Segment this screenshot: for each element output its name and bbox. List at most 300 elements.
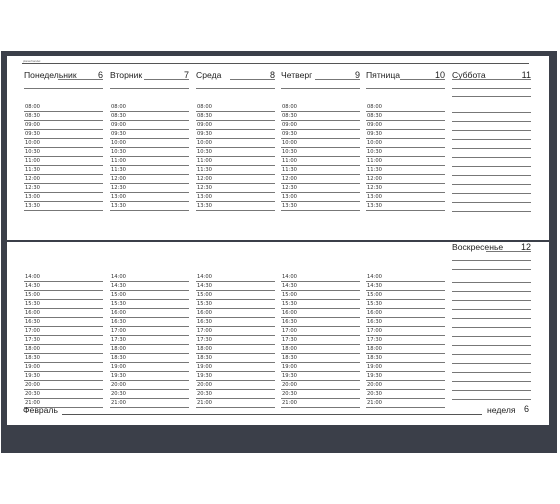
time-label: 20:00 bbox=[25, 382, 40, 388]
time-label: 09:00 bbox=[25, 122, 40, 128]
time-slot[interactable] bbox=[366, 372, 445, 381]
time-slot[interactable] bbox=[366, 193, 445, 202]
time-slot[interactable] bbox=[24, 309, 103, 318]
time-slot[interactable] bbox=[366, 175, 445, 184]
time-slot[interactable] bbox=[366, 381, 445, 390]
note-line[interactable] bbox=[452, 121, 531, 122]
time-slot[interactable] bbox=[281, 273, 360, 282]
time-slot[interactable] bbox=[366, 273, 445, 282]
time-slot[interactable] bbox=[24, 184, 103, 193]
time-label: 19:30 bbox=[282, 373, 297, 379]
time-slot[interactable] bbox=[281, 390, 360, 399]
note-line[interactable] bbox=[452, 130, 531, 131]
time-slot[interactable] bbox=[24, 345, 103, 354]
month-label: Февраль bbox=[23, 405, 58, 415]
time-slot[interactable] bbox=[281, 282, 360, 291]
time-label: 10:00 bbox=[25, 140, 40, 146]
time-slot[interactable] bbox=[366, 291, 445, 300]
time-slot[interactable] bbox=[24, 121, 103, 130]
time-slot[interactable] bbox=[281, 372, 360, 381]
note-line[interactable] bbox=[452, 309, 531, 310]
time-slot[interactable] bbox=[196, 166, 275, 175]
time-label: 16:00 bbox=[111, 310, 126, 316]
time-slot[interactable] bbox=[110, 399, 189, 408]
time-slot[interactable] bbox=[110, 291, 189, 300]
time-slot[interactable] bbox=[196, 202, 275, 211]
time-label: 14:30 bbox=[25, 283, 40, 289]
header-note-line bbox=[58, 79, 103, 80]
note-line[interactable] bbox=[452, 202, 531, 203]
day-header bbox=[24, 69, 103, 83]
time-label: 20:00 bbox=[367, 382, 382, 388]
time-slot[interactable] bbox=[110, 112, 189, 121]
time-label: 16:00 bbox=[367, 310, 382, 316]
time-slot[interactable] bbox=[366, 327, 445, 336]
note-line[interactable] bbox=[452, 381, 531, 382]
time-slot[interactable] bbox=[110, 273, 189, 282]
time-slot[interactable] bbox=[110, 300, 189, 309]
time-label: 18:00 bbox=[111, 346, 126, 352]
time-label: 20:30 bbox=[282, 391, 297, 397]
note-line[interactable] bbox=[452, 318, 531, 319]
time-slot[interactable] bbox=[366, 318, 445, 327]
time-label: 12:30 bbox=[197, 185, 212, 191]
time-slot[interactable] bbox=[196, 336, 275, 345]
time-label: 17:30 bbox=[25, 337, 40, 343]
time-slot[interactable] bbox=[281, 202, 360, 211]
note-line[interactable] bbox=[452, 390, 531, 391]
time-slot[interactable] bbox=[196, 390, 275, 399]
time-slot[interactable] bbox=[24, 291, 103, 300]
header-note-line bbox=[24, 88, 103, 89]
header-note-line bbox=[144, 79, 189, 80]
time-slot[interactable] bbox=[110, 166, 189, 175]
time-label: 09:30 bbox=[25, 131, 40, 137]
time-label: 18:30 bbox=[111, 355, 126, 361]
time-slot[interactable] bbox=[24, 390, 103, 399]
time-slot[interactable] bbox=[366, 345, 445, 354]
time-label: 17:30 bbox=[111, 337, 126, 343]
time-label: 10:30 bbox=[282, 149, 297, 155]
time-label: 18:00 bbox=[282, 346, 297, 352]
header-note-line bbox=[281, 88, 360, 89]
time-slot[interactable] bbox=[366, 112, 445, 121]
note-line[interactable] bbox=[452, 354, 531, 355]
time-label: 21:00 bbox=[25, 400, 40, 406]
time-label: 14:00 bbox=[111, 274, 126, 280]
time-slot[interactable] bbox=[281, 112, 360, 121]
time-label: 16:30 bbox=[111, 319, 126, 325]
time-label: 09:00 bbox=[282, 122, 297, 128]
note-line[interactable] bbox=[452, 193, 531, 194]
day-name: Понедельник bbox=[24, 70, 77, 80]
time-label: 15:00 bbox=[197, 292, 212, 298]
time-label: 11:00 bbox=[25, 158, 40, 164]
time-label: 14:30 bbox=[282, 283, 297, 289]
time-label: 09:30 bbox=[282, 131, 297, 137]
time-label: 08:30 bbox=[367, 113, 382, 119]
note-line[interactable] bbox=[452, 139, 531, 140]
time-slot[interactable] bbox=[281, 166, 360, 175]
time-label: 11:00 bbox=[367, 158, 382, 164]
time-label: 18:00 bbox=[367, 346, 382, 352]
time-label: 10:00 bbox=[282, 140, 297, 146]
time-slot[interactable] bbox=[366, 157, 445, 166]
header-note-line bbox=[366, 88, 445, 89]
time-slot[interactable] bbox=[24, 130, 103, 139]
time-slot[interactable] bbox=[24, 112, 103, 121]
time-label: 14:30 bbox=[367, 283, 382, 289]
time-label: 20:30 bbox=[25, 391, 40, 397]
time-slot[interactable] bbox=[110, 363, 189, 372]
time-label: 16:30 bbox=[197, 319, 212, 325]
time-slot[interactable] bbox=[110, 309, 189, 318]
time-slot[interactable] bbox=[196, 184, 275, 193]
time-slot[interactable] bbox=[110, 139, 189, 148]
note-line[interactable] bbox=[452, 336, 531, 337]
time-slot[interactable] bbox=[24, 318, 103, 327]
time-label: 20:00 bbox=[282, 382, 297, 388]
time-slot[interactable] bbox=[281, 336, 360, 345]
time-slot[interactable] bbox=[196, 273, 275, 282]
time-label: 08:00 bbox=[25, 104, 40, 110]
time-slot[interactable] bbox=[110, 372, 189, 381]
time-slot[interactable] bbox=[366, 282, 445, 291]
time-slot[interactable] bbox=[110, 202, 189, 211]
time-slot[interactable] bbox=[110, 354, 189, 363]
time-slot[interactable] bbox=[281, 139, 360, 148]
time-slot[interactable] bbox=[24, 327, 103, 336]
time-slot[interactable] bbox=[24, 139, 103, 148]
time-slot[interactable] bbox=[110, 103, 189, 112]
time-slot[interactable] bbox=[196, 399, 275, 408]
day-header bbox=[110, 69, 189, 83]
time-label: 15:00 bbox=[367, 292, 382, 298]
time-slot[interactable] bbox=[196, 363, 275, 372]
time-slot[interactable] bbox=[24, 381, 103, 390]
time-slot[interactable] bbox=[196, 327, 275, 336]
time-label: 16:30 bbox=[282, 319, 297, 325]
time-slot[interactable] bbox=[281, 103, 360, 112]
time-slot[interactable] bbox=[366, 202, 445, 211]
time-slot[interactable] bbox=[281, 291, 360, 300]
time-label: 19:00 bbox=[367, 364, 382, 370]
week-number: 6 bbox=[524, 404, 530, 414]
note-line[interactable] bbox=[452, 282, 531, 283]
note-line[interactable] bbox=[452, 372, 531, 373]
time-slot[interactable] bbox=[366, 166, 445, 175]
time-slot[interactable] bbox=[281, 381, 360, 390]
time-label: 19:00 bbox=[282, 364, 297, 370]
time-slot[interactable] bbox=[281, 399, 360, 408]
time-slot[interactable] bbox=[196, 157, 275, 166]
time-slot[interactable] bbox=[281, 327, 360, 336]
time-slot[interactable] bbox=[24, 363, 103, 372]
time-label: 08:30 bbox=[111, 113, 126, 119]
time-label: 19:30 bbox=[25, 373, 40, 379]
time-label: 13:00 bbox=[367, 194, 382, 200]
time-slot[interactable] bbox=[281, 193, 360, 202]
day-header bbox=[452, 241, 531, 255]
note-line[interactable] bbox=[452, 211, 531, 212]
time-label: 11:30 bbox=[25, 167, 40, 173]
time-slot[interactable] bbox=[196, 372, 275, 381]
time-label: 08:00 bbox=[111, 104, 126, 110]
time-label: 17:30 bbox=[197, 337, 212, 343]
time-label: 12:30 bbox=[367, 185, 382, 191]
time-label: 16:00 bbox=[25, 310, 40, 316]
time-slot[interactable] bbox=[24, 282, 103, 291]
header-note-line bbox=[315, 79, 360, 80]
time-label: 17:30 bbox=[282, 337, 297, 343]
time-label: 12:00 bbox=[367, 176, 382, 182]
time-label: 17:00 bbox=[197, 328, 212, 334]
header-note-line bbox=[452, 269, 531, 270]
day-number: 12 bbox=[520, 242, 531, 252]
day-name: Пятница bbox=[366, 70, 401, 80]
time-slot[interactable] bbox=[281, 318, 360, 327]
time-label: 09:00 bbox=[111, 122, 126, 128]
time-slot[interactable] bbox=[110, 282, 189, 291]
time-slot[interactable] bbox=[196, 282, 275, 291]
note-line[interactable] bbox=[452, 300, 531, 301]
time-slot[interactable] bbox=[110, 184, 189, 193]
time-slot[interactable] bbox=[281, 309, 360, 318]
time-slot[interactable] bbox=[196, 112, 275, 121]
time-label: 20:30 bbox=[197, 391, 212, 397]
header-note-line bbox=[196, 88, 275, 89]
time-label: 12:00 bbox=[282, 176, 297, 182]
time-slot[interactable] bbox=[196, 139, 275, 148]
note-line[interactable] bbox=[452, 327, 531, 328]
time-label: 11:30 bbox=[197, 167, 212, 173]
time-label: 12:30 bbox=[111, 185, 126, 191]
time-label: 10:00 bbox=[367, 140, 382, 146]
time-label: 12:00 bbox=[25, 176, 40, 182]
time-slot[interactable] bbox=[366, 103, 445, 112]
time-slot[interactable] bbox=[281, 130, 360, 139]
time-slot[interactable] bbox=[110, 327, 189, 336]
day-name: Четверг bbox=[281, 70, 313, 80]
time-slot[interactable] bbox=[366, 309, 445, 318]
time-label: 20:00 bbox=[197, 382, 212, 388]
day-number: 6 bbox=[97, 70, 103, 80]
time-label: 18:30 bbox=[282, 355, 297, 361]
time-slot[interactable] bbox=[281, 354, 360, 363]
time-slot[interactable] bbox=[196, 121, 275, 130]
time-slot[interactable] bbox=[110, 121, 189, 130]
top-rule bbox=[22, 63, 529, 64]
header-note-line bbox=[452, 79, 531, 80]
time-slot[interactable] bbox=[24, 202, 103, 211]
time-slot[interactable] bbox=[366, 336, 445, 345]
time-slot[interactable] bbox=[110, 193, 189, 202]
time-slot[interactable] bbox=[110, 381, 189, 390]
time-label: 20:30 bbox=[367, 391, 382, 397]
note-line[interactable] bbox=[452, 157, 531, 158]
time-label: 17:00 bbox=[282, 328, 297, 334]
time-label: 16:30 bbox=[367, 319, 382, 325]
time-slot[interactable] bbox=[196, 345, 275, 354]
time-label: 18:30 bbox=[197, 355, 212, 361]
time-label: 19:00 bbox=[111, 364, 126, 370]
time-slot[interactable] bbox=[110, 390, 189, 399]
time-slot[interactable] bbox=[281, 157, 360, 166]
time-slot[interactable] bbox=[24, 300, 103, 309]
time-label: 10:30 bbox=[367, 149, 382, 155]
time-label: 14:00 bbox=[197, 274, 212, 280]
note-line[interactable] bbox=[452, 184, 531, 185]
time-slot[interactable] bbox=[281, 300, 360, 309]
time-slot[interactable] bbox=[196, 130, 275, 139]
time-label: 21:00 bbox=[282, 400, 297, 406]
day-number: 11 bbox=[521, 70, 531, 80]
time-label: 16:00 bbox=[282, 310, 297, 316]
time-label: 18:00 bbox=[25, 346, 40, 352]
time-slot[interactable] bbox=[366, 130, 445, 139]
time-label: 14:00 bbox=[367, 274, 382, 280]
time-slot[interactable] bbox=[196, 175, 275, 184]
time-label: 21:00 bbox=[197, 400, 212, 406]
time-label: 11:00 bbox=[282, 158, 297, 164]
time-slot[interactable] bbox=[24, 193, 103, 202]
note-line[interactable] bbox=[452, 166, 531, 167]
time-label: 08:30 bbox=[282, 113, 297, 119]
time-label: 08:30 bbox=[197, 113, 212, 119]
time-label: 19:30 bbox=[367, 373, 382, 379]
time-slot[interactable] bbox=[366, 139, 445, 148]
time-slot[interactable] bbox=[24, 273, 103, 282]
time-slot[interactable] bbox=[24, 157, 103, 166]
note-line[interactable] bbox=[452, 399, 531, 400]
time-label: 13:00 bbox=[111, 194, 126, 200]
time-label: 11:00 bbox=[197, 158, 212, 164]
time-slot[interactable] bbox=[196, 381, 275, 390]
time-slot[interactable] bbox=[24, 148, 103, 157]
time-slot[interactable] bbox=[196, 103, 275, 112]
time-slot[interactable] bbox=[366, 390, 445, 399]
time-label: 15:30 bbox=[111, 301, 126, 307]
time-slot[interactable] bbox=[366, 148, 445, 157]
time-slot[interactable] bbox=[24, 354, 103, 363]
time-label: 13:30 bbox=[282, 203, 297, 209]
time-slot[interactable] bbox=[281, 148, 360, 157]
day-name: Воскресенье bbox=[452, 242, 504, 252]
time-label: 13:00 bbox=[197, 194, 212, 200]
time-slot[interactable] bbox=[24, 166, 103, 175]
time-slot[interactable] bbox=[196, 291, 275, 300]
note-line[interactable] bbox=[452, 112, 531, 113]
time-label: 18:30 bbox=[367, 355, 382, 361]
time-slot[interactable] bbox=[366, 300, 445, 309]
header-note-line bbox=[400, 79, 445, 80]
note-line[interactable] bbox=[452, 363, 531, 364]
time-label: 14:30 bbox=[111, 283, 126, 289]
time-slot[interactable] bbox=[24, 175, 103, 184]
time-label: 19:30 bbox=[111, 373, 126, 379]
time-slot[interactable] bbox=[196, 354, 275, 363]
time-label: 11:30 bbox=[111, 167, 126, 173]
time-slot[interactable] bbox=[110, 336, 189, 345]
day-name: Вторник bbox=[110, 70, 143, 80]
time-slot[interactable] bbox=[281, 345, 360, 354]
time-slot[interactable] bbox=[110, 175, 189, 184]
time-slot[interactable] bbox=[196, 318, 275, 327]
time-slot[interactable] bbox=[196, 309, 275, 318]
time-label: 09:30 bbox=[367, 131, 382, 137]
day-name: Суббота bbox=[452, 70, 486, 80]
day-number: 10 bbox=[434, 70, 445, 80]
time-slot[interactable] bbox=[110, 157, 189, 166]
time-slot[interactable] bbox=[110, 318, 189, 327]
time-slot[interactable] bbox=[24, 103, 103, 112]
time-label: 15:00 bbox=[282, 292, 297, 298]
time-label: 15:30 bbox=[367, 301, 382, 307]
time-slot[interactable] bbox=[281, 363, 360, 372]
time-label: 08:00 bbox=[282, 104, 297, 110]
header-note-line bbox=[452, 96, 531, 97]
time-label: 08:00 bbox=[367, 104, 382, 110]
time-slot[interactable] bbox=[24, 336, 103, 345]
time-slot[interactable] bbox=[196, 300, 275, 309]
time-slot[interactable] bbox=[366, 354, 445, 363]
time-label: 17:30 bbox=[367, 337, 382, 343]
time-slot[interactable] bbox=[196, 193, 275, 202]
time-label: 08:30 bbox=[25, 113, 40, 119]
time-label: 17:00 bbox=[367, 328, 382, 334]
time-slot[interactable] bbox=[110, 130, 189, 139]
time-label: 14:30 bbox=[197, 283, 212, 289]
time-label: 14:00 bbox=[25, 274, 40, 280]
note-line[interactable] bbox=[452, 345, 531, 346]
day-header bbox=[281, 69, 360, 83]
time-label: 20:30 bbox=[111, 391, 126, 397]
day-number: 9 bbox=[354, 70, 360, 80]
header-note-line bbox=[486, 251, 531, 252]
time-label: 09:30 bbox=[111, 131, 126, 137]
time-label: 17:00 bbox=[25, 328, 40, 334]
time-label: 13:30 bbox=[367, 203, 382, 209]
time-slot[interactable] bbox=[366, 399, 445, 408]
time-label: 10:30 bbox=[197, 149, 212, 155]
time-slot[interactable] bbox=[196, 148, 275, 157]
time-label: 11:30 bbox=[282, 167, 297, 173]
note-line[interactable] bbox=[452, 148, 531, 149]
day-header bbox=[196, 69, 275, 83]
time-slot[interactable] bbox=[281, 184, 360, 193]
time-label: 21:00 bbox=[111, 400, 126, 406]
time-label: 20:00 bbox=[111, 382, 126, 388]
time-label: 13:30 bbox=[111, 203, 126, 209]
time-slot[interactable] bbox=[24, 372, 103, 381]
time-slot[interactable] bbox=[281, 175, 360, 184]
time-slot[interactable] bbox=[366, 363, 445, 372]
time-label: 13:00 bbox=[282, 194, 297, 200]
time-label: 12:00 bbox=[111, 176, 126, 182]
note-line[interactable] bbox=[452, 291, 531, 292]
note-line[interactable] bbox=[452, 175, 531, 176]
time-slot[interactable] bbox=[110, 148, 189, 157]
time-slot[interactable] bbox=[281, 121, 360, 130]
time-label: 15:30 bbox=[282, 301, 297, 307]
time-label: 19:30 bbox=[197, 373, 212, 379]
time-label: 15:00 bbox=[111, 292, 126, 298]
time-slot[interactable] bbox=[366, 184, 445, 193]
time-label: 13:00 bbox=[25, 194, 40, 200]
time-slot[interactable] bbox=[366, 121, 445, 130]
time-slot[interactable] bbox=[110, 345, 189, 354]
time-label: 15:30 bbox=[197, 301, 212, 307]
